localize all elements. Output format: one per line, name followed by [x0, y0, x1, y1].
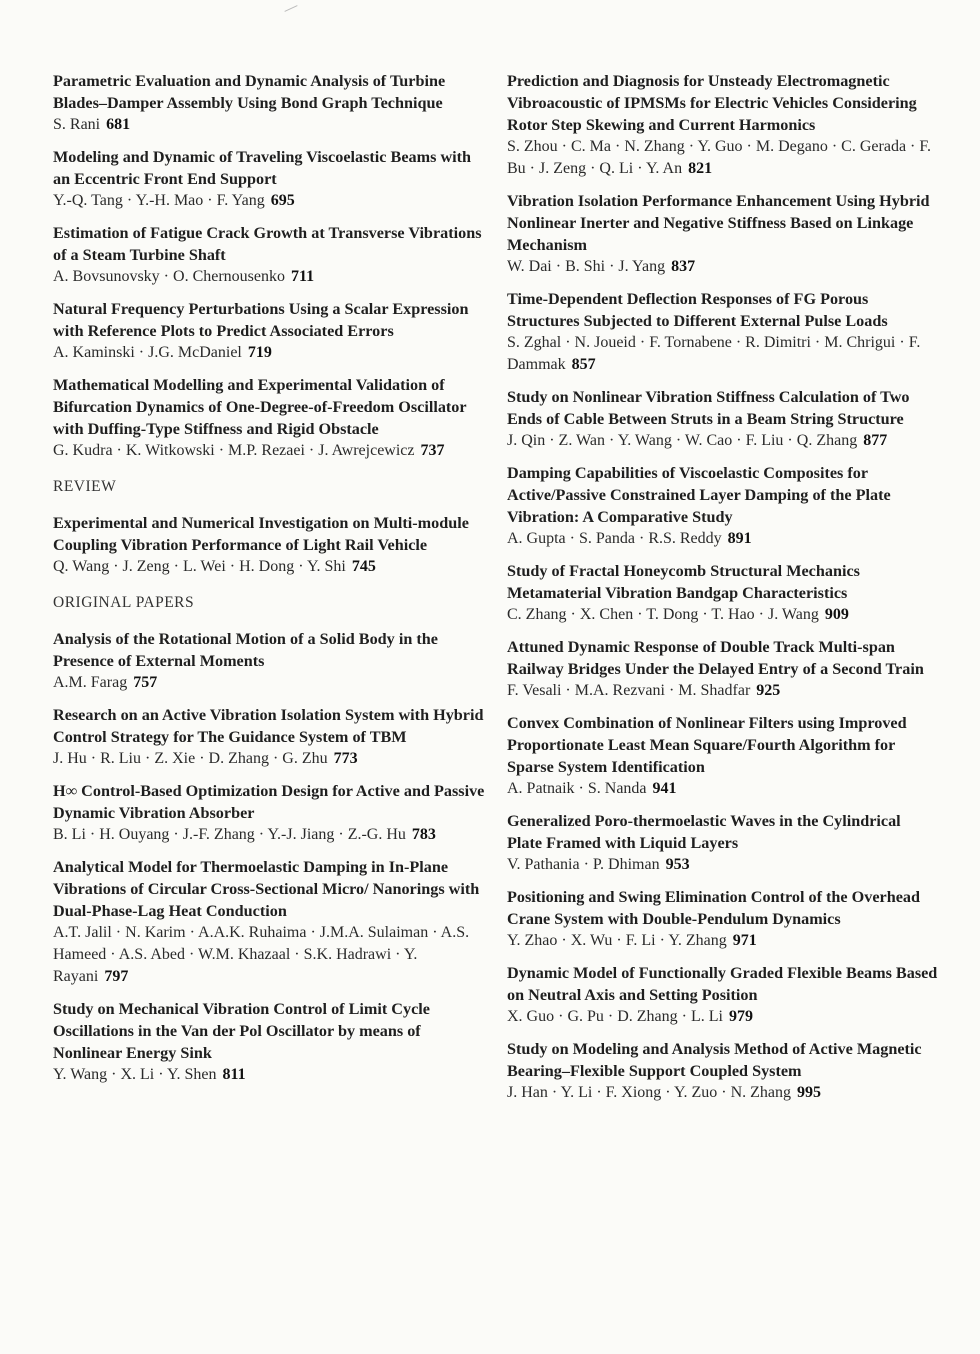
article-title: Dynamic Model of Functionally Graded Flexible Beams Based on Neutral Axis and Setting Position: [507, 964, 938, 1004]
article-authors: B. Li · H. Ouyang · J.-F. Zhang · Y.-J. Jiang · Z.-G. Hu: [53, 826, 406, 843]
page-number: 995: [797, 1084, 822, 1101]
page-number: 909: [824, 606, 849, 623]
article-title: Convex Combination of Nonlinear Filters using Improved Proportionate Least Mean Square/Fourth Algorithm for Sparse System Identification: [507, 714, 907, 776]
toc-entry: [507, 288, 939, 376]
page-number: 941: [652, 780, 677, 797]
article-title: Damping Capabilities of Viscoelastic Composites for Active/Passive Constrained Layer Damping of the Plate Vibration: A Comparative Study: [507, 464, 891, 526]
left-block-1: [53, 70, 485, 462]
article-title: Study on Modeling and Analysis Method of Active Magnetic Bearing–Flexible Support Coupled System: [507, 1040, 922, 1080]
article-authors: W. Dai · B. Shi · J. Yang: [507, 258, 666, 275]
article-title: H∞ Control-Based Optimization Design for Active and Passive Dynamic Vibration Absorber: [53, 782, 485, 822]
article-authors: F. Vesali · M.A. Rezvani · M. Shadfar: [507, 682, 751, 699]
toc-entry: [53, 998, 485, 1086]
toc-entry: [507, 462, 939, 550]
article-authors: G. Kudra · K. Witkowski · M.P. Rezaei · J. Awrejcewicz: [53, 442, 415, 459]
section-heading-review: REVIEW: [53, 478, 117, 495]
article-authors-line: [53, 748, 485, 770]
page-number: 737: [420, 442, 445, 459]
article-authors-line: [507, 604, 939, 626]
article-authors: V. Pathania · P. Dhiman: [507, 856, 660, 873]
toc-entry: [507, 712, 939, 800]
article-authors: A. Kaminski · J.G. McDaniel: [53, 344, 242, 361]
article-title: Study of Fractal Honeycomb Structural Mechanics Metamaterial Vibration Bandgap Characteristics: [507, 562, 860, 602]
page-number: 891: [727, 530, 752, 547]
article-authors: C. Zhang · X. Chen · T. Dong · T. Hao · J. Wang: [507, 606, 819, 623]
toc-entry: [507, 810, 939, 876]
toc-entry: [53, 856, 485, 988]
article-authors: A. Gupta · S. Panda · R.S. Reddy: [507, 530, 722, 547]
toc-entry: [53, 298, 485, 364]
page-number: 757: [133, 674, 158, 691]
toc-entry: [507, 70, 939, 180]
toc-entry: [507, 560, 939, 626]
article-title: Positioning and Swing Elimination Control of the Overhead Crane System with Double-Pendulum Dynamics: [507, 888, 920, 928]
article-title: Analytical Model for Thermoelastic Damping in In-Plane Vibrations of Circular Cross-Sectional Micro/ Nanorings with Dual-Phase-Lag Heat Conduction: [53, 858, 480, 920]
page-number: 857: [571, 356, 596, 373]
article-authors: S. Zhou · C. Ma · N. Zhang · Y. Guo · M. Degano · C. Gerada · F. Bu · J. Zeng · Q. Li · Y. An: [507, 138, 931, 177]
page-number: 971: [732, 932, 757, 949]
toc-entry: [507, 886, 939, 952]
article-authors-line: [53, 342, 485, 364]
article-authors: Y. Zhao · X. Wu · F. Li · Y. Zhang: [507, 932, 727, 949]
section-heading-original-papers: ORIGINAL PAPERS: [53, 594, 195, 611]
article-title: Prediction and Diagnosis for Unsteady Electromagnetic Vibroacoustic of IPMSMs for Electric Vehicles Considering Rotor Step Skewing and Current Harmonics: [507, 72, 917, 134]
article-authors: J. Hu · R. Liu · Z. Xie · D. Zhang · G. Zhu: [53, 750, 328, 767]
toc-entry: [507, 190, 939, 278]
article-title: Generalized Poro-thermoelastic Waves in the Cylindrical Plate Framed with Liquid Layers: [507, 812, 901, 852]
article-authors: A.M. Farag: [53, 674, 128, 691]
toc-entry: [53, 512, 485, 578]
article-authors-line: [507, 430, 939, 452]
article-authors: Q. Wang · J. Zeng · L. Wei · H. Dong · Y. Shi: [53, 558, 346, 575]
article-title: Attuned Dynamic Response of Double Track Multi-span Railway Bridges Under the Delayed Entry of a Second Train: [507, 638, 924, 678]
article-authors-line: [53, 190, 485, 212]
left-column: [53, 70, 485, 1096]
article-authors-line: [507, 778, 939, 800]
article-authors-line: [507, 930, 939, 952]
left-block-3: [53, 628, 485, 1086]
article-authors-line: [53, 114, 485, 136]
article-title: Vibration Isolation Performance Enhancement Using Hybrid Nonlinear Inerter and Negative Stiffness Based on Linkage Mechanism: [507, 192, 930, 254]
article-authors: S. Rani: [53, 116, 101, 133]
article-authors: A. Bovsunovsky · O. Chernousenko: [53, 268, 285, 285]
toc-entry: [53, 704, 485, 770]
article-title: Time-Dependent Deflection Responses of FG Porous Structures Subjected to Different External Pulse Loads: [507, 290, 888, 330]
page-number: 695: [270, 192, 295, 209]
article-title: Natural Frequency Perturbations Using a Scalar Expression with Reference Plots to Predict Associated Errors: [53, 300, 469, 340]
article-authors: X. Guo · G. Pu · D. Zhang · L. Li: [507, 1008, 723, 1025]
article-title: Analysis of the Rotational Motion of a Solid Body in the Presence of External Moments: [53, 630, 438, 670]
article-authors-line: [507, 332, 939, 376]
article-title: Parametric Evaluation and Dynamic Analysis of Turbine Blades–Damper Assembly Using Bond Graph Technique: [53, 72, 446, 112]
article-title: Study on Mechanical Vibration Control of Limit Cycle Oscillations in the Van der Pol Oscillator by means of Nonlinear Energy Sink: [53, 1000, 430, 1062]
page-number: 925: [756, 682, 781, 699]
article-title: Experimental and Numerical Investigation on Multi-module Coupling Vibration Performance of Light Rail Vehicle: [53, 514, 469, 554]
page-number: 783: [411, 826, 436, 843]
toc-entry: [53, 70, 485, 136]
article-authors-line: [53, 440, 485, 462]
toc-entry: [53, 780, 485, 846]
article-authors: A. Patnaik · S. Nanda: [507, 780, 647, 797]
scan-mark: [284, 5, 297, 12]
article-authors-line: [53, 824, 485, 846]
article-title: Research on an Active Vibration Isolation System with Hybrid Control Strategy for The Guidance System of TBM: [53, 706, 484, 746]
page-number: 711: [291, 268, 315, 285]
article-title: Modeling and Dynamic of Traveling Viscoelastic Beams with an Eccentric Front End Support: [53, 148, 472, 188]
page-number: 811: [222, 1066, 246, 1083]
article-authors: Y. Wang · X. Li · Y. Shen: [53, 1066, 217, 1083]
right-column: [507, 70, 939, 1114]
toc-entry: [53, 628, 485, 694]
article-authors-line: [53, 266, 485, 288]
article-authors: J. Qin · Z. Wan · Y. Wang · W. Cao · F. Liu · Q. Zhang: [507, 432, 858, 449]
article-title: Estimation of Fatigue Crack Growth at Transverse Vibrations of a Steam Turbine Shaft: [53, 224, 482, 264]
article-authors-line: [53, 922, 485, 988]
article-authors-line: [507, 528, 939, 550]
page-number: 745: [351, 558, 376, 575]
article-authors-line: [53, 556, 485, 578]
toc-entry: [53, 146, 485, 212]
toc-entry: [507, 962, 939, 1028]
toc-entry: [507, 1038, 939, 1104]
article-authors-line: [507, 1082, 939, 1104]
article-authors-line: [507, 854, 939, 876]
article-authors: A.T. Jalil · N. Karim · A.A.K. Ruhaima · J.M.A. Sulaiman · A.S. Hameed · A.S. Abed · W.M. Khazaal · S.K. Hadrawi · Y. Rayani: [53, 924, 470, 985]
page-number: 837: [671, 258, 696, 275]
article-authors-line: [53, 1064, 485, 1086]
article-title: Study on Nonlinear Vibration Stiffness Calculation of Two Ends of Cable Between Struts in a Beam String Structure: [507, 388, 910, 428]
page-number: 681: [106, 116, 131, 133]
article-authors: Y.-Q. Tang · Y.-H. Mao · F. Yang: [53, 192, 265, 209]
article-authors-line: [53, 672, 485, 694]
page-number: 877: [863, 432, 888, 449]
page-number: 719: [247, 344, 272, 361]
toc-entry: [53, 222, 485, 288]
toc-entry: [507, 636, 939, 702]
left-block-2: [53, 512, 485, 578]
article-authors-line: [507, 1006, 939, 1028]
page-number: 979: [728, 1008, 753, 1025]
article-title: Mathematical Modelling and Experimental Validation of Bifurcation Dynamics of One-Degree-of-Freedom Oscillator with Duffing-Type Stiffness and Rigid Obstacle: [53, 376, 467, 438]
article-authors: J. Han · Y. Li · F. Xiong · Y. Zuo · N. Zhang: [507, 1084, 792, 1101]
page-number: 953: [665, 856, 690, 873]
toc-entry: [53, 374, 485, 462]
article-authors-line: [507, 680, 939, 702]
article-authors-line: [507, 256, 939, 278]
article-authors: S. Zghal · N. Joueid · F. Tornabene · R. Dimitri · M. Chrigui · F. Dammak: [507, 334, 921, 373]
article-authors-line: [507, 136, 939, 180]
toc-entry: [507, 386, 939, 452]
page-number: 773: [333, 750, 358, 767]
right-block: [507, 70, 939, 1104]
page-number: 797: [104, 968, 129, 985]
page-number: 821: [688, 160, 713, 177]
